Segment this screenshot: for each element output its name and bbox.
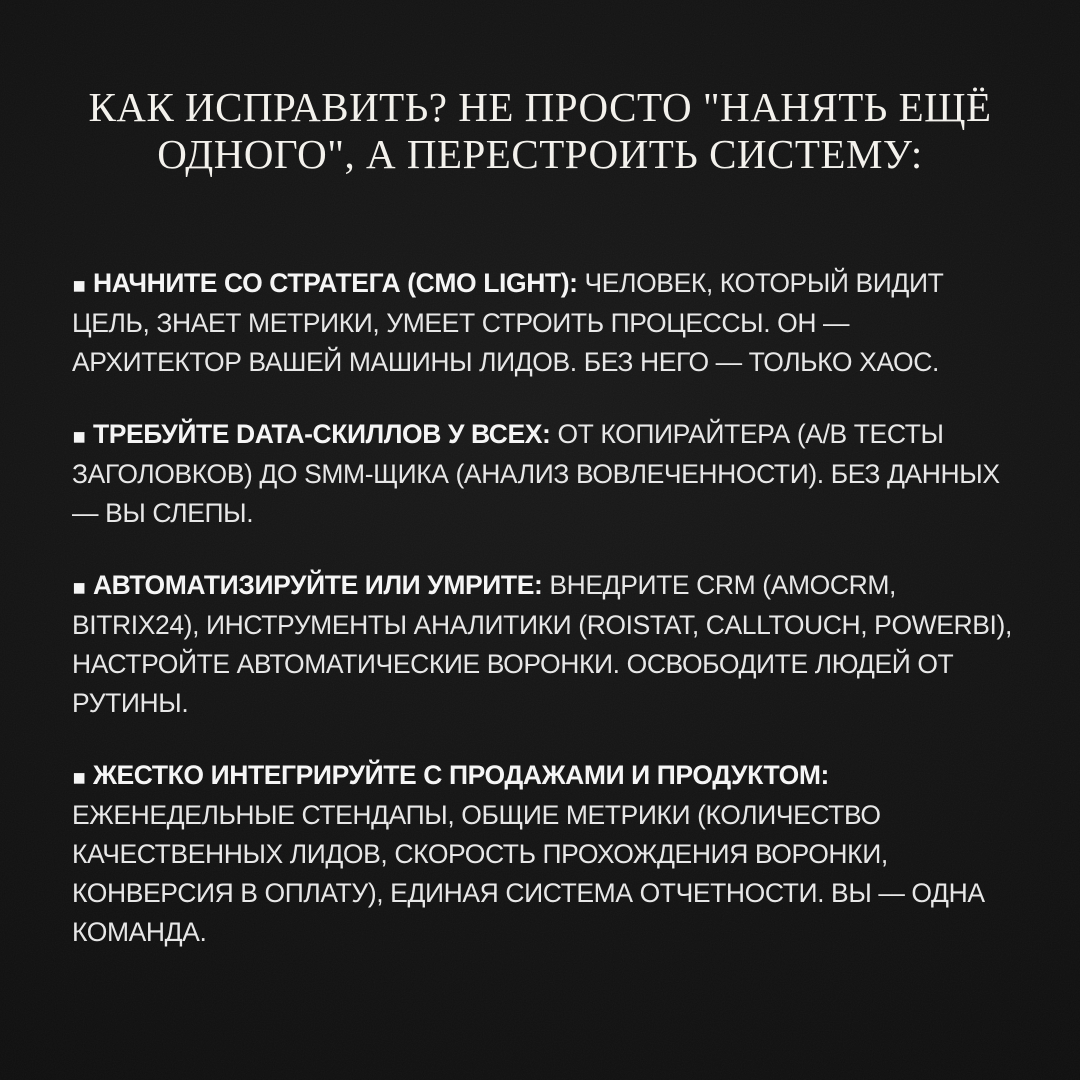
bullet-lead-text: НАЧНИТЕ СО СТРАТЕГА (CMO LIGHT): [92, 268, 578, 298]
bullet-lead-text: ТРЕБУЙТЕ DATA-СКИЛЛОВ У ВСЕХ: [92, 419, 551, 449]
bullet-item [72, 264, 1012, 382]
bullet-item [72, 415, 1012, 533]
page-title-line-1: КАК ИСПРАВИТЬ? НЕ ПРОСТО "НАНЯТЬ ЕЩЁ [88, 84, 992, 130]
bullet-item [72, 756, 1012, 952]
bullet-list [72, 264, 1012, 985]
bullet-square-icon: ▪ [72, 272, 86, 297]
page-title-line-2: ОДНОГО", А ПЕРЕСТРОИТЬ СИСТЕМУ: [157, 131, 923, 177]
bullet-body-text: ВНЕДРИТЕ CRM (AMOCRM, BITRIX24), ИНСТРУМЕНТЫ АНАЛИТИКИ (ROISTAT, CALLTOUCH, POWERBI), НАСТРОЙТЕ АВТОМАТИЧЕСКИЕ ВОРОНКИ. ОСВОБОДИТЕ ЛЮДЕЙ ОТ РУТИНЫ. [72, 570, 1012, 718]
bullet-square-icon: ▪ [72, 764, 86, 789]
bullet-body-text: ЕЖЕНЕДЕЛЬНЫЕ СТЕНДАПЫ, ОБЩИЕ МЕТРИКИ (КОЛИЧЕСТВО КАЧЕСТВЕННЫХ ЛИДОВ, СКОРОСТЬ ПРОХОЖДЕНИЯ ВОРОНКИ, КОНВЕРСИЯ В ОПЛАТУ), ЕДИНАЯ СИСТЕМА ОТЧЕТНОСТИ. ВЫ — ОДНА КОМАНДА. [72, 800, 985, 947]
bullet-square-icon: ▪ [72, 574, 86, 599]
bullet-square-icon: ▪ [72, 423, 86, 448]
bullet-item [72, 566, 1012, 723]
bullet-lead-text: АВТОМАТИЗИРУЙТЕ ИЛИ УМРИТЕ: [92, 570, 543, 600]
bullet-body-text: ОТ КОПИРАЙТЕРА (A/B ТЕСТЫ ЗАГОЛОВКОВ) ДО SMM-ЩИКА (АНАЛИЗ ВОВЛЕЧЕННОСТИ). БЕЗ ДАННЫХ — ВЫ СЛЕПЫ. [72, 419, 1000, 528]
page-title [40, 84, 1040, 178]
bullet-lead-text: ЖЕСТКО ИНТЕГРИРУЙТЕ С ПРОДАЖАМИ И ПРОДУКТОМ: [92, 760, 829, 790]
bullet-body-text: ЧЕЛОВЕК, КОТОРЫЙ ВИДИТ ЦЕЛЬ, ЗНАЕТ МЕТРИКИ, УМЕЕТ СТРОИТЬ ПРОЦЕССЫ. ОН — АРХИТЕКТОР ВАШЕЙ МАШИНЫ ЛИДОВ. БЕЗ НЕГО — ТОЛЬКО ХАОС. [72, 268, 944, 377]
